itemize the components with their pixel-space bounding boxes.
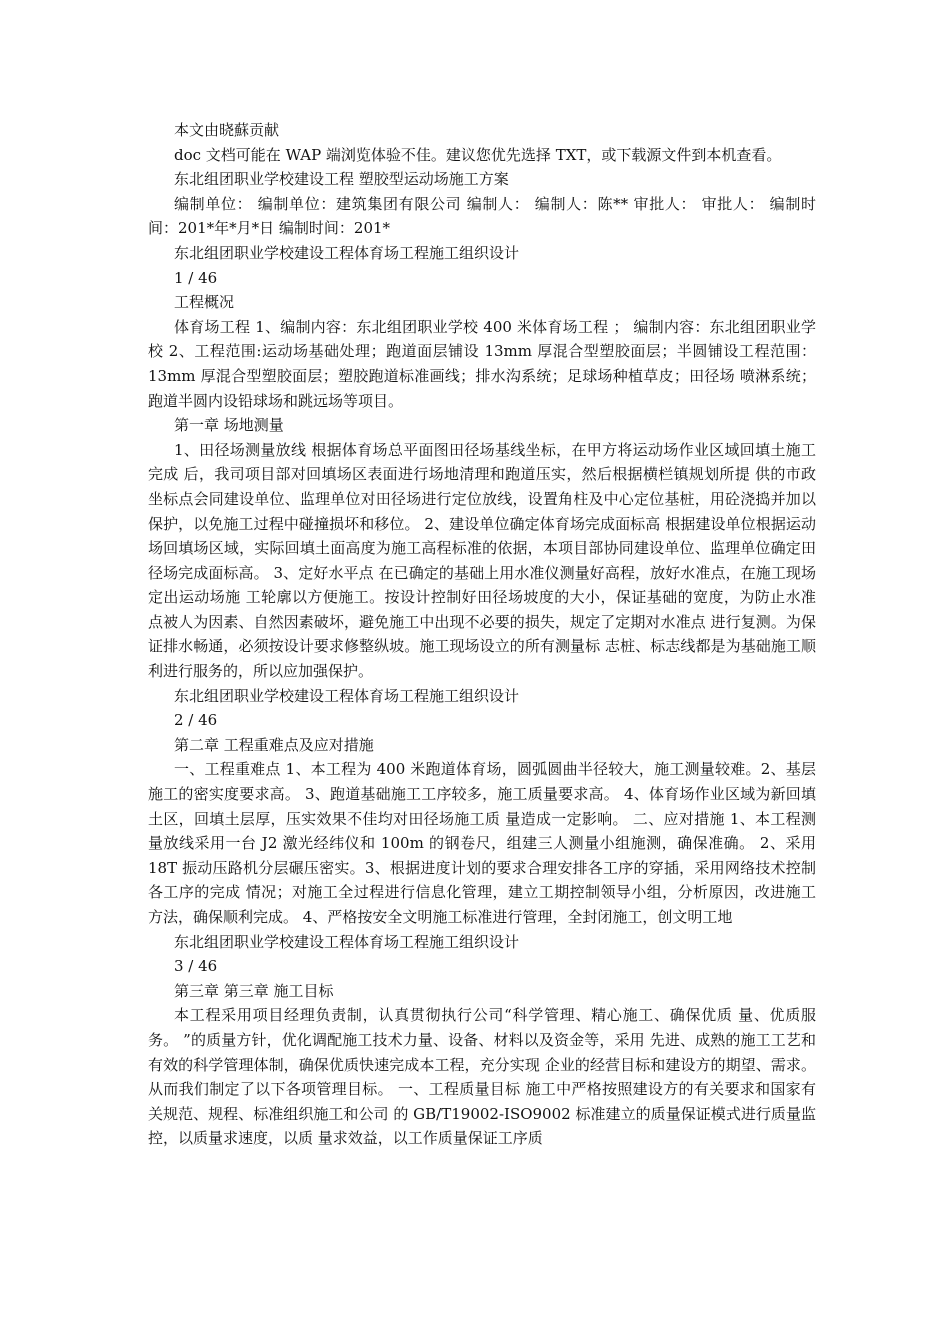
section-heading: 工程概况 (174, 293, 235, 312)
section-heading: 第一章 场地测量 (174, 416, 284, 435)
page-number: 2 / 46 (174, 711, 218, 730)
section-heading: 第二章 工程重难点及应对措施 (174, 735, 374, 754)
section-body: 一、工程重难点 1、本工程为 400 米跑道体育场，圆弧圆曲半径较大，施工测量较难。2、基层施工的密实度要求高。 3、跑道基础施工工序较多，施工质量要求高。 4、体育场作业区域为新回填土区，回填土层厚，压实效果不佳均对田径场施工质 量造成一定影响。 二、应对措施 1、本工程测量放线采用一台 J2 激光经纬仪和 100m 的钢卷尺，组建三人测量小组施测，确保准确。 2、采用 18T 振动压路机分层碾压密实。3、根据进度计划的要求合理安排各工序的穿插，采用网络技术控制各工序的完成 情况；对施工全过程进行信息化管理，建立工期控制领导小组，分析原因，改进施工 方法，确保顺利完成。 4、严格按安全文明施工标准进行管理，全封闭施工，创文明工地 (148, 760, 816, 926)
document-title: 东北组团职业学校建设工程 塑胶型运动场施工方案 (174, 170, 509, 189)
section-body: 本工程采用项目经理负责制，认真贯彻执行公司“科学管理、精心施工、确保优质 量、优质服务。 ”的质量方针，优化调配施工技术力量、设备、材料以及资金等，采用 先进、成熟的施工工艺和有效的科学管理体制，确保优质快速完成本工程，充分实现 企业的经营目标和建设方的期望、需求。从而我们制定了以下各项管理目标。 一、工程质量目标 施工中严格按照建设方的有关要求和国家有关规范、规程、标准组织施工和公司 的 GB/T19002-ISO9002 标准建立的质量保证模式进行质量监控，以质量求速度，以质 量求效益，以工作质量保证工序质 (148, 1006, 816, 1148)
running-title: 东北组团职业学校建设工程体育场工程施工组织设计 (174, 932, 520, 951)
page-number: 3 / 46 (174, 957, 218, 976)
document-meta: 编制单位： 编制单位：建筑集团有限公司 编制人： 编制人：陈** 审批人： 审批人： 编制时间：201*年*月*日 编制时间：201* (148, 194, 816, 238)
section-body: 1、田径场测量放线 根据体育场总平面图田径场基线坐标，在甲方将运动场作业区域回填土施工完成 后，我司项目部对回填场区表面进行场地清理和跑道压实，然后根据横栏镇规划所提 供的市政坐标点会同建设单位、监理单位对田径场进行定位放线，设置角柱及中心定位基桩，用砼浇捣并加以保护，以免施工过程中碰撞损坏和移位。 2、建设单位确定体育场完成面标高 根据建设单位根据运动场回填场区域，实际回填土面高度为施工高程标准的依据，本项目部协同建设单位、监理单位确定田径场完成面标高。 3、定好水平点 在已确定的基础上用水准仪测量好高程，放好水准点，在施工现场定出运动场施 工轮廓以方便施工。按设计控制好田径场坡度的大小，保证基础的宽度，为防止水准 点被人为因素、自然因素破坏，避免施工中出现不必要的损失，规定了定期对水准点 进行复测。为保证排水畅通，必须按设计要求修整纵坡。施工现场设立的所有测量标 志桩、标志线都是为基础施工顺利进行服务的，所以应加强保护。 (148, 440, 816, 681)
section-heading: 第三章 第三章 施工目标 (174, 981, 334, 1000)
document-page (148, 118, 816, 1151)
section-body: 体育场工程 1、编制内容：东北组团职业学校 400 米体育场工程 ； 编制内容：东北组团职业学校 2、工程范围:运动场基础处理；跑道面层铺设 13mm 厚混合型塑胶面层；半圆铺设工程范围： 13mm 厚混合型塑胶面层；塑胶跑道标准画线；排水沟系统；足球场种植草皮；田径场 喷淋系统； 跑道半圆内设铅球场和跳远场等项目。 (148, 317, 816, 410)
page-number: 1 / 46 (174, 268, 218, 287)
running-title: 东北组团职业学校建设工程体育场工程施工组织设计 (174, 686, 520, 705)
contributor-line: 本文由晓蘇贡献 (174, 121, 280, 139)
wap-notice-line: doc 文档可能在 WAP 端浏览体验不佳。建议您优先选择 TXT，或下载源文件到本机查看。 (174, 145, 782, 164)
running-title: 东北组团职业学校建设工程体育场工程施工组织设计 (174, 243, 520, 262)
